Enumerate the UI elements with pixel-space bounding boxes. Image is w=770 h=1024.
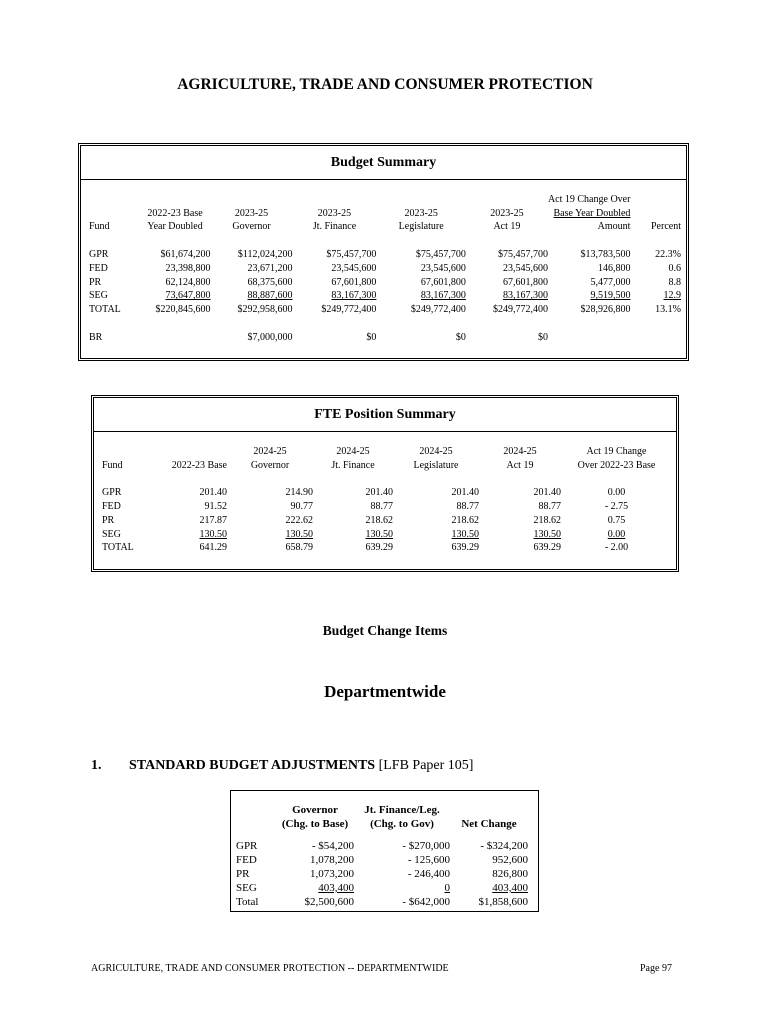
cell-6: 146,800: [597, 262, 631, 274]
cell-1: 1,078,200: [310, 854, 354, 866]
cell-1: $61,674,200: [160, 249, 211, 261]
cell-3: 67,601,800: [331, 276, 377, 288]
cell-5: $75,457,700: [497, 249, 548, 261]
cell-1: $220,845,600: [155, 303, 211, 315]
underlined-value: 83,167,300: [502, 290, 548, 302]
header-cell-0: Fund: [102, 459, 123, 471]
header-cell-3: 2023-25: [317, 207, 352, 219]
cell-5: [479, 528, 561, 542]
header-cell-5: 2023-25: [490, 207, 524, 219]
header-row: [89, 193, 681, 207]
underlined-value: 130.50: [199, 528, 227, 540]
header-cell-2: Jt. Finance/Leg.: [364, 804, 440, 816]
spacer-row: [102, 472, 672, 486]
cell-3: $75,457,700: [326, 249, 377, 261]
header-cell-5: Act 19: [493, 221, 521, 233]
underlined-value: 12.9: [663, 290, 681, 302]
header-cell-3: Net Change: [461, 818, 517, 830]
cell-1: 91.52: [204, 501, 227, 513]
underlined-value: 130.50: [285, 528, 313, 540]
cell-3: $249,772,400: [321, 303, 377, 315]
table-row: [236, 839, 528, 853]
spacer-row: [236, 831, 528, 839]
footer-right: Page 97: [640, 963, 672, 974]
cell-3: [293, 289, 377, 303]
cell-4: $249,772,400: [410, 303, 466, 315]
header-cell-3: [450, 803, 528, 817]
cell-4: 88.77: [456, 501, 479, 513]
header-row: [102, 459, 672, 473]
header-cell-6: Base Year Doubled: [553, 207, 631, 219]
cell-1: $2,500,600: [304, 896, 354, 908]
underlined-value: 130.50: [365, 528, 393, 540]
cell-0: BR: [89, 331, 103, 343]
cell-3: 826,800: [492, 868, 528, 880]
fte-summary-table: [102, 445, 672, 555]
cell-5: 23,545,600: [502, 262, 548, 274]
header-cell-2: 2023-25: [234, 207, 269, 219]
cell-2: [354, 881, 450, 895]
cell-2: - 246,400: [407, 868, 450, 880]
cell-0: GPR: [89, 249, 109, 261]
cell-3: $0: [366, 331, 377, 343]
header-cell-0: [89, 193, 140, 207]
cell-0: SEG: [102, 528, 121, 540]
underlined-value: 0.00: [607, 528, 626, 540]
header-cell-1: 2022-23 Base: [171, 459, 227, 471]
cell-6: 0.75: [607, 514, 626, 526]
cell-2: $112,024,200: [237, 249, 293, 261]
budget-change-items-heading: Budget Change Items: [322, 623, 448, 638]
cell-6: - 2.75: [604, 501, 629, 513]
header-cell-3: Jt. Finance: [312, 221, 357, 233]
cell-5: $249,772,400: [492, 303, 548, 315]
cell-5: [466, 289, 548, 303]
header-cell-1: Year Doubled: [147, 221, 203, 233]
header-cell-5: [466, 193, 548, 207]
cell-7: 0.6: [668, 262, 681, 274]
cell-3: $1,858,600: [478, 896, 528, 908]
cell-5: 218.62: [533, 514, 561, 526]
header-cell-0: [102, 445, 157, 459]
cell-1: 62,124,800: [165, 276, 211, 288]
header-cell-3: [293, 193, 377, 207]
cell-0: GPR: [236, 840, 258, 852]
header-cell-3: 2024-25: [336, 446, 370, 457]
cell-5: 639.29: [533, 542, 561, 554]
cell-0: FED: [102, 501, 121, 513]
underlined-value: 73,647,800: [165, 290, 211, 302]
cell-6: [561, 528, 672, 542]
cell-0: SEG: [89, 290, 108, 302]
cell-2: 23,671,200: [247, 262, 293, 274]
table-row: [89, 276, 681, 290]
cell-2: 68,375,600: [247, 276, 293, 288]
cell-4: 67,601,800: [420, 276, 466, 288]
header-cell-4: Legislature: [413, 459, 459, 471]
cell-3: 201.40: [365, 487, 393, 499]
spacer-row: [89, 234, 681, 248]
fte-summary-header: [94, 398, 676, 432]
header-cell-4: [376, 193, 466, 207]
cell-2: 90.77: [290, 501, 313, 513]
cell-7: [630, 289, 681, 303]
cell-5: 67,601,800: [502, 276, 548, 288]
cell-1: 217.87: [199, 514, 227, 526]
cell-2: - $642,000: [402, 896, 450, 908]
cell-4: 218.62: [451, 514, 479, 526]
cell-0: PR: [102, 514, 115, 526]
cell-0: Total: [236, 896, 259, 908]
budget-summary-table: [89, 193, 681, 344]
cell-6: - 2.00: [604, 542, 629, 554]
underlined-value: 130.50: [533, 528, 561, 540]
header-cell-1: [157, 445, 227, 459]
page-title: AGRICULTURE, TRADE AND CONSUMER PROTECTION: [177, 76, 593, 93]
cell-6: [548, 289, 630, 303]
cell-3: 23,545,600: [331, 262, 377, 274]
cell-1: [157, 528, 227, 542]
header-cell-6: Act 19 Change Over: [547, 194, 631, 205]
cell-4: $75,457,700: [415, 249, 466, 261]
cell-2: - $270,000: [402, 840, 450, 852]
underlined-value: 403,400: [318, 882, 354, 894]
cell-3: 952,600: [492, 854, 528, 866]
cell-0: SEG: [236, 882, 257, 894]
underlined-value: 9,519,500: [590, 290, 631, 302]
cell-0: PR: [89, 276, 102, 288]
cell-1: 201.40: [199, 487, 227, 499]
adjustment-box: [230, 790, 539, 912]
table-row: [102, 528, 672, 542]
table-row: [236, 853, 528, 867]
budget-summary-box: [78, 143, 689, 361]
cell-1: [140, 289, 211, 303]
header-row: [89, 207, 681, 221]
table-row: [89, 303, 681, 317]
item-number: 1.: [91, 758, 102, 773]
table-row: [102, 541, 672, 555]
cell-3: [313, 528, 393, 542]
cell-4: $0: [455, 331, 466, 343]
header-cell-6: Amount: [597, 221, 631, 233]
fte-summary-box: [91, 395, 679, 572]
underlined-value: 130.50: [451, 528, 479, 540]
header-cell-0: [89, 207, 140, 221]
cell-2: 214.90: [285, 487, 313, 499]
table-row: [89, 248, 681, 262]
header-cell-7: [630, 193, 681, 207]
cell-0: TOTAL: [102, 542, 134, 554]
footer-left: AGRICULTURE, TRADE AND CONSUMER PROTECTION -- DEPARTMENTWIDE: [91, 963, 449, 974]
cell-6: $28,926,800: [580, 303, 631, 315]
underlined-value: 0: [444, 882, 450, 894]
underlined-value: 88,887,600: [247, 290, 293, 302]
header-cell-0: [236, 817, 276, 831]
header-cell-2: Governor: [250, 459, 290, 471]
cell-2: - 125,600: [407, 854, 450, 866]
cell-7: [630, 331, 681, 345]
header-cell-3: Jt. Finance: [331, 459, 375, 471]
cell-1: [140, 331, 211, 345]
cell-1: 641.29: [199, 542, 227, 554]
cell-2: [211, 289, 293, 303]
header-cell-7: [630, 207, 681, 221]
header-row: [102, 445, 672, 459]
adjustment-table: [236, 803, 528, 909]
cell-2: 222.62: [285, 514, 313, 526]
item-title-ref: [LFB Paper 105]: [375, 758, 474, 773]
cell-6: [548, 331, 630, 345]
table-row: [236, 867, 528, 881]
cell-2: 658.79: [285, 542, 313, 554]
underlined-value: 83,167,300: [331, 290, 377, 302]
header-cell-4: 2024-25: [419, 446, 453, 457]
cell-5: $0: [537, 331, 548, 343]
cell-2: $292,958,600: [237, 303, 293, 315]
header-cell-6: Act 19 Change: [586, 446, 647, 457]
cell-4: [376, 289, 466, 303]
header-cell-0: Fund: [89, 221, 110, 233]
table-row: [89, 262, 681, 276]
header-cell-1: [140, 193, 211, 207]
budget-summary-title: Budget Summary: [330, 155, 437, 170]
cell-6: 0.00: [607, 487, 626, 499]
section-heading: Departmentwide: [324, 682, 446, 701]
cell-4: [393, 528, 479, 542]
cell-4: 23,545,600: [420, 262, 466, 274]
header-cell-1: 2022-23 Base: [147, 207, 203, 219]
table-row: [89, 289, 681, 303]
item-title: [129, 758, 473, 774]
cell-3: 639.29: [365, 542, 393, 554]
header-cell-5: Act 19: [506, 459, 534, 471]
header-row: [236, 817, 528, 831]
cell-3: 88.77: [370, 501, 393, 513]
table-row: [89, 331, 681, 345]
cell-0: PR: [236, 868, 250, 880]
cell-6: $13,783,500: [580, 249, 631, 261]
header-cell-4: Legislature: [398, 221, 444, 233]
header-row: [89, 220, 681, 234]
header-cell-2: Governor: [232, 221, 271, 233]
cell-7: 22.3%: [655, 249, 681, 261]
cell-1: - $54,200: [311, 840, 354, 852]
header-row: [236, 803, 528, 817]
cell-0: GPR: [102, 487, 122, 499]
fte-summary-title: FTE Position Summary: [314, 407, 456, 422]
header-cell-2: 2024-25: [253, 446, 287, 457]
table-row: [102, 486, 672, 500]
cell-2: [227, 528, 313, 542]
header-cell-1: (Chg. to Base): [281, 818, 349, 830]
header-cell-6: Over 2022-23 Base: [577, 459, 656, 471]
table-row: [102, 500, 672, 514]
header-cell-1: Governor: [292, 804, 338, 816]
header-cell-2: (Chg. to Gov): [370, 818, 434, 830]
header-cell-2: [211, 193, 293, 207]
cell-3: [450, 881, 528, 895]
cell-2: $7,000,000: [247, 331, 293, 343]
cell-0: FED: [236, 854, 257, 866]
header-cell-0: [236, 803, 276, 817]
table-row: [102, 514, 672, 528]
underlined-value: 403,400: [492, 882, 528, 894]
header-cell-4: 2023-25: [404, 207, 438, 219]
header-cell-5: 2024-25: [503, 446, 537, 457]
item-title-bold: STANDARD BUDGET ADJUSTMENTS: [129, 758, 376, 773]
cell-4: 201.40: [451, 487, 479, 499]
cell-4: 639.29: [451, 542, 479, 554]
cell-1: 23,398,800: [165, 262, 211, 274]
cell-3: 218.62: [365, 514, 393, 526]
table-row: [236, 881, 528, 895]
cell-1: [276, 881, 354, 895]
cell-7: 13.1%: [655, 303, 681, 315]
spacer-row: [89, 317, 681, 331]
underlined-value: 83,167,300: [420, 290, 466, 302]
header-cell-7: Percent: [651, 221, 681, 233]
cell-0: FED: [89, 262, 108, 274]
cell-0: TOTAL: [89, 303, 121, 315]
cell-5: 201.40: [533, 487, 561, 499]
cell-7: 8.8: [668, 276, 681, 288]
cell-5: 88.77: [538, 501, 561, 513]
table-row: [236, 895, 528, 909]
cell-6: 5,477,000: [590, 276, 631, 288]
cell-1: 1,073,200: [310, 868, 354, 880]
budget-summary-header: [81, 146, 686, 180]
cell-3: - $324,200: [480, 840, 528, 852]
